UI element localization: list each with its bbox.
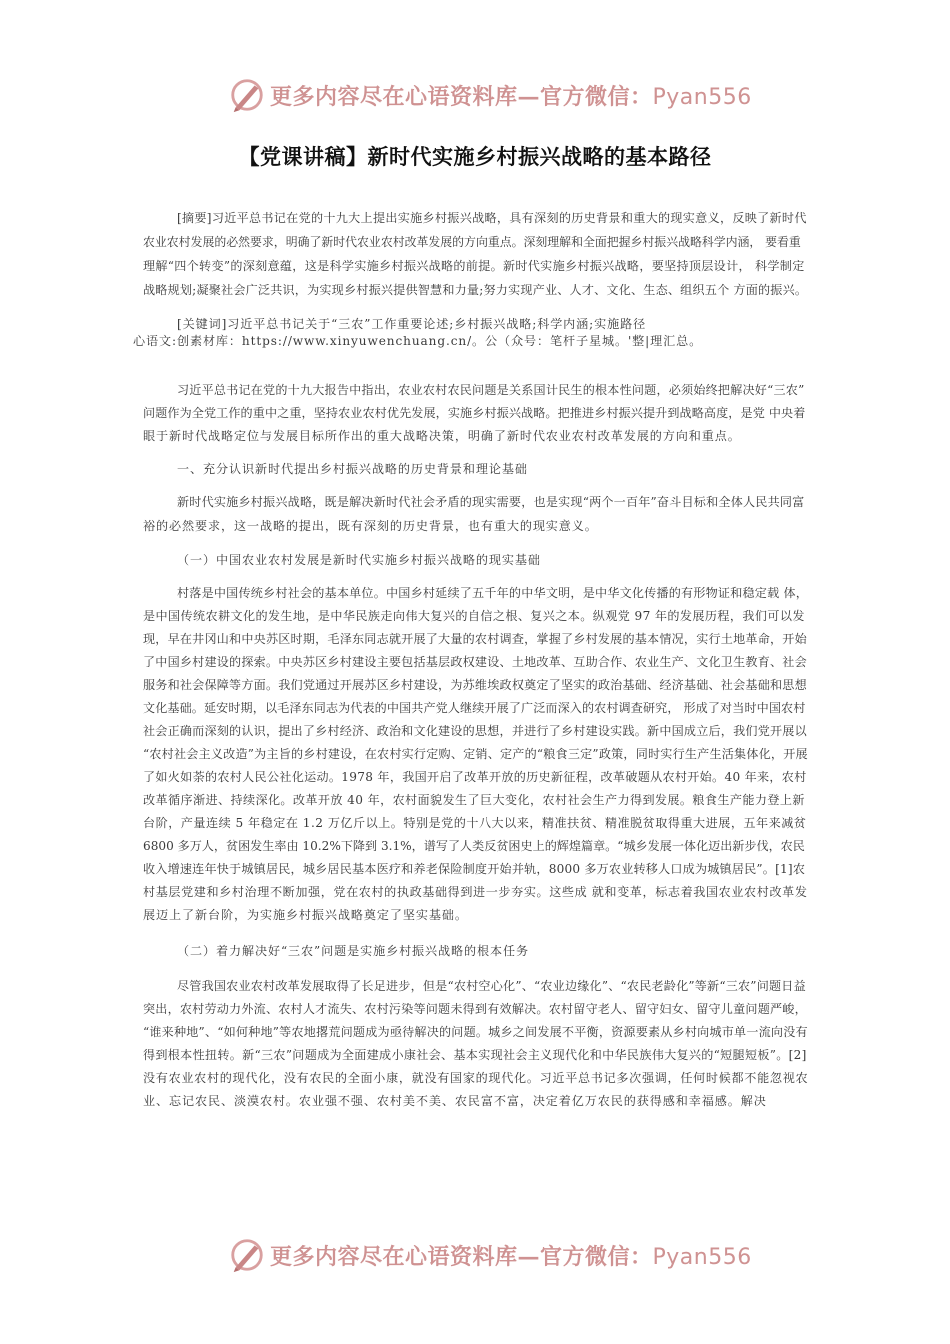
bottom-banner [0,1229,950,1279]
para-line: 台阶，产量连续 5 年稳定在 1.2 万亿斤以上。特别是党的十八大以来，精准扶贫、精准脱贫取得重大进展，五年来减贫 [143,816,807,830]
para-line: 突出，农村劳动力外流、农村人才流失、农村污染等问题未得到有效解决。农村留守老人、留守妇女、留守儿童问题严峻， [143,1002,807,1016]
keywords: [关键词]习近平总书记关于“三农”工作重要论述;乡村振兴战略;科学内涵;实施路径 [177,317,647,331]
abstract-line: 农业农村发展的必然要求，明确了新时代农业农村改革发展的方向重点。深刻理解和全面把握乡村振兴战略科学内涵， 要看重 [143,235,801,249]
section-heading: 一、充分认识新时代提出乡村振兴战略的历史背景和理论基础 [177,462,528,476]
para-line: 改革循序渐进、持续深化。改革开放 40 年，农村面貌发生了巨大变化，农村社会生产力得到发展。粮食生产能力登上新 [143,793,805,807]
subsection-heading: （二）着力解决好“三农”问题是实施乡村振兴战略的根本任务 [177,944,530,958]
para-line: “谁来种地”、“如何种地”等农地撂荒问题成为亟待解决的问题。城乡之间发展不平衡，资源要素从乡村向城市单一流向没有 [143,1025,808,1039]
pen-logo-icon [228,1236,266,1274]
para-line: 展迈上了新台阶，为实施乡村振兴战略奠定了坚实基础。 [143,908,468,922]
subsection-heading: （一）中国农业农村发展是新时代实施乡村振兴战略的现实基础 [177,553,541,567]
banner-text: 更多内容尽在心语资料库—官方微信：Pyan556 [270,1243,752,1270]
page-title: 【党课讲稿】新时代实施乡村振兴战略的基本路径 [238,145,712,169]
para-line: 新时代实施乡村振兴战略，既是解决新时代社会矛盾的现实需要，也是实现“两个一百年”奋斗目标和全体人民共同富 [177,495,805,509]
abstract-line: [摘要]习近平总书记在党的十九大上提出实施乡村振兴战略，具有深刻的历史背景和重大的现实意义，反映了新时代 [177,211,807,225]
intro-line: 眼于新时代战略定位与发展目标所作出的重大战略决策，明确了新时代农业农村改革发展的方向和重点。 [143,429,741,443]
para-line: 收入增速连年快于城镇居民，城乡居民基本医疗和养老保险制度开始并轨，8000 多万农业转移人口成为城镇居民”。[1]农 [143,862,806,876]
banner-text: 更多内容尽在心语资料库—官方微信：Pyan556 [270,83,752,110]
source-note: 心语文:创素材库：https://www.xinyuwenchuang.cn/。公（众号：笔杆子星城。'整|理汇总。 [133,334,703,348]
para-line: 了中国乡村建设的探索。中央苏区乡村建设主要包括基层政权建设、土地改革、互助合作、农业生产、文化卫生教育、社会 [143,655,807,669]
para-line: 服务和社会保障等方面。我们党通过开展苏区乡村建设，为苏维埃政权奠定了坚实的政治基础、经济基础、社会基础和思想 [143,678,807,692]
para-line: 裕的必然要求，这一战略的提出，既有深刻的历史背景，也有重大的现实意义。 [143,519,598,533]
para-line: 现，早在井冈山和中央苏区时期，毛泽东同志就开展了大量的农村调查，掌握了乡村发展的基本情况，实行土地革命，开始 [143,632,807,646]
para-line: 了如火如荼的农村人民公社化运动。1978 年，我国开启了改革开放的历史新征程，改革破题从农村开始。40 年来，农村 [143,770,807,784]
para-line: 村基层党建和乡村治理不断加强，党在农村的执政基础得到进一步夯实。这些成 就和变革，标志着我国农业农村改革发 [143,885,808,899]
para-line: 尽管我国农业农村改革发展取得了长足进步，但是“农村空心化”、“农业边缘化”、“农民老龄化”等新“三农”问题日益 [177,979,806,993]
para-line: “农村社会主义改造”为主旨的乡村建设，在农村实行定购、定销、定产的“粮食三定”政策，同时实行生产生活集体化，开展 [143,747,808,761]
intro-line: 习近平总书记在党的十九大报告中指出，农业农村农民问题是关系国计民生的根本性问题，必须始终把解决好“三农” [177,383,805,397]
pen-logo-icon [228,76,266,114]
para-line: 没有农业农村的现代化，没有农民的全面小康，就没有国家的现代化。习近平总书记多次强调，任何时候都不能忽视农 [143,1071,809,1085]
abstract-line: 理解“四个转变”的深刻意蕴，这是科学实施乡村振兴战略的前提。新时代实施乡村振兴战略，要坚持顶层设计， 科学制定 [143,259,805,273]
para-line: 文化基础。延安时期，以毛泽东同志为代表的中国共产党人继续开展了广泛而深入的农村调查研究， 形成了对当时中国农村 [143,701,806,715]
para-line: 村落是中国传统乡村社会的基本单位。中国乡村延续了五千年的中华文明，是中华文化传播的有形物证和稳定载 体， [177,586,809,600]
abstract-line: 战略规划;凝聚社会广泛共识，为实现乡村振兴提供智慧和力量;努力实现产业、人才、文化、生态、组织五个 方面的振兴。 [143,283,808,297]
wechat-id: Pyan556 [652,84,752,110]
para-line: 得到根本性扭转。新“三农”问题成为全面建成小康社会、基本实现社会主义现代化和中华民族伟大复兴的“短腿短板”。[2] [143,1048,807,1062]
para-line: 6800 多万人，贫困发生率由 10.2%下降到 3.1%，谱写了人类反贫困史上的辉煌篇章。“城乡发展一体化迈出新步伐，农民 [143,839,805,853]
top-banner [0,69,950,119]
wechat-id: Pyan556 [652,1244,752,1270]
para-line: 社会正确而深刻的认识，提出了乡村经济、政治和文化建设的思想，并进行了乡村建设实践。新中国成立后，我们党开展以 [143,724,807,738]
para-line: 是中国传统农耕文化的发生地，是中华民族走向伟大复兴的自信之根、复兴之本。纵观党 97 年的发展历程，我们可以发 [143,609,805,623]
intro-line: 问题作为全党工作的重中之重，坚持农业农村优先发展，实施乡村振兴战略。把推进乡村振兴提升到战略高度，是党 中央着 [143,406,806,420]
para-line: 业、忘记农民、淡漠农村。农业强不强、农村美不美、农民富不富，决定着亿万农民的获得感和幸福感。解决 [143,1094,767,1108]
